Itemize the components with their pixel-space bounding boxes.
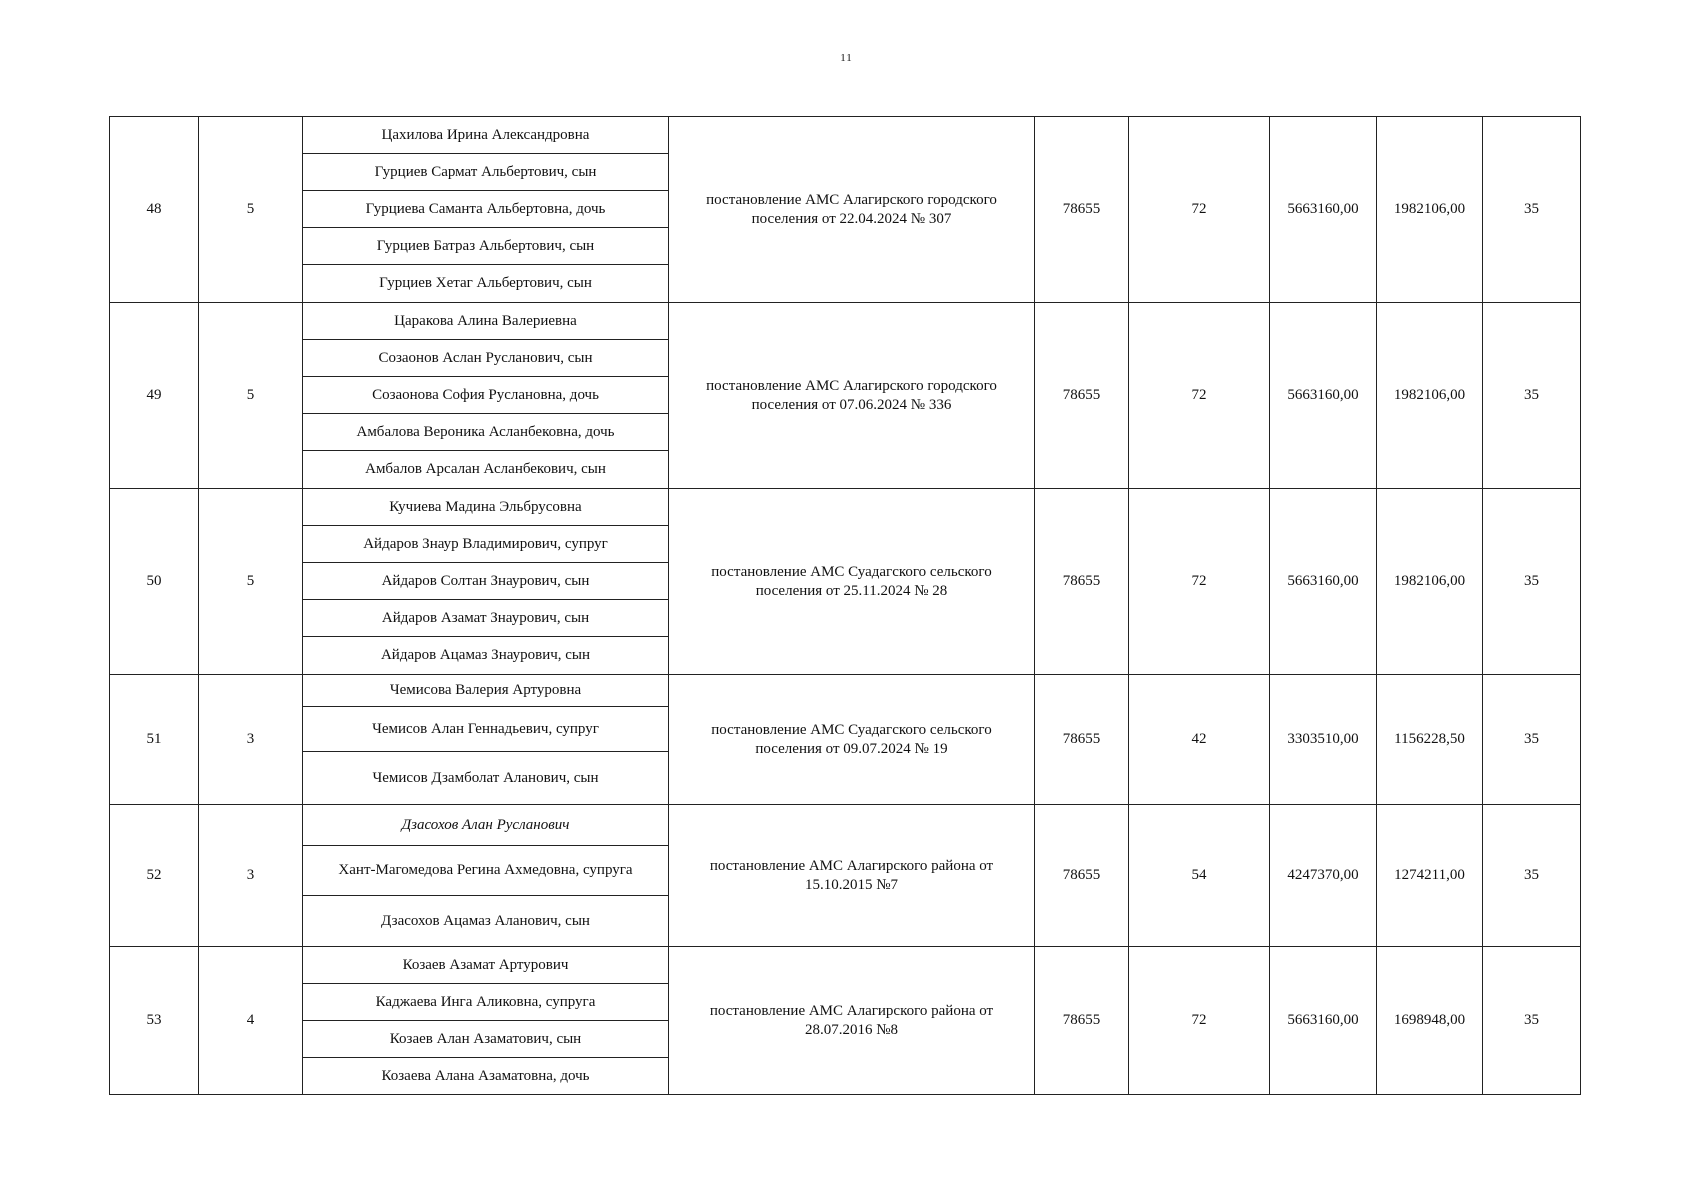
table-row bbox=[110, 805, 1581, 846]
subsidy-percent-cell: 35 bbox=[1483, 303, 1581, 489]
member-name-cell: Кучиева Мадина Эльбрусовна bbox=[303, 489, 669, 526]
beneficiaries-table-wrapper bbox=[109, 116, 1580, 1095]
member-name-cell: Гурциев Хетаг Альбертович, сын bbox=[303, 265, 669, 303]
price-per-sqm-cell: 78655 bbox=[1035, 947, 1129, 1095]
table-row bbox=[110, 489, 1581, 526]
record-number-cell: 50 bbox=[110, 489, 199, 675]
member-name-cell: Айдаров Азамат Знаурович, сын bbox=[303, 600, 669, 637]
total-cost-cell: 4247370,00 bbox=[1270, 805, 1377, 947]
member-name-cell: Айдаров Солтан Знаурович, сын bbox=[303, 563, 669, 600]
member-name-cell: Чемисова Валерия Артуровна bbox=[303, 675, 669, 707]
area-norm-cell: 72 bbox=[1129, 947, 1270, 1095]
table-body bbox=[110, 117, 1581, 1095]
member-name-cell: Царакова Алина Валериевна bbox=[303, 303, 669, 340]
area-norm-cell: 72 bbox=[1129, 489, 1270, 675]
record-number-cell: 53 bbox=[110, 947, 199, 1095]
area-norm-cell: 54 bbox=[1129, 805, 1270, 947]
subsidy-amount-cell: 1274211,00 bbox=[1377, 805, 1483, 947]
decree-cell: постановление АМС Алагирского городского поселения от 22.04.2024 № 307 bbox=[669, 117, 1035, 303]
member-name-cell: Цахилова Ирина Александровна bbox=[303, 117, 669, 154]
total-cost-cell: 5663160,00 bbox=[1270, 303, 1377, 489]
member-name-cell: Амбалов Арсалан Асланбекович, сын bbox=[303, 451, 669, 489]
total-cost-cell: 5663160,00 bbox=[1270, 117, 1377, 303]
member-name-cell: Каджаева Инга Аликовна, супруга bbox=[303, 984, 669, 1021]
member-name-cell: Козаева Алана Азаматовна, дочь bbox=[303, 1058, 669, 1095]
member-name-cell: Чемисов Алан Геннадьевич, супруг bbox=[303, 707, 669, 752]
family-size-cell: 3 bbox=[199, 675, 303, 805]
member-name-cell: Хант-Магомедова Регина Ахмедовна, супруга bbox=[303, 846, 669, 896]
subsidy-amount-cell: 1982106,00 bbox=[1377, 117, 1483, 303]
subsidy-percent-cell: 35 bbox=[1483, 117, 1581, 303]
table-row bbox=[110, 947, 1581, 984]
area-norm-cell: 42 bbox=[1129, 675, 1270, 805]
family-size-cell: 5 bbox=[199, 489, 303, 675]
table-row bbox=[110, 303, 1581, 340]
member-name-cell: Созаонова София Руслановна, дочь bbox=[303, 377, 669, 414]
total-cost-cell: 5663160,00 bbox=[1270, 947, 1377, 1095]
price-per-sqm-cell: 78655 bbox=[1035, 805, 1129, 947]
decree-cell: постановление АМС Алагирского района от 15.10.2015 №7 bbox=[669, 805, 1035, 947]
member-name-cell: Гурциев Сармат Альбертович, сын bbox=[303, 154, 669, 191]
subsidy-amount-cell: 1156228,50 bbox=[1377, 675, 1483, 805]
member-name-cell: Дзасохов Алан Русланович bbox=[303, 805, 669, 846]
beneficiaries-table bbox=[109, 116, 1581, 1095]
subsidy-percent-cell: 35 bbox=[1483, 805, 1581, 947]
total-cost-cell: 5663160,00 bbox=[1270, 489, 1377, 675]
area-norm-cell: 72 bbox=[1129, 117, 1270, 303]
subsidy-amount-cell: 1698948,00 bbox=[1377, 947, 1483, 1095]
price-per-sqm-cell: 78655 bbox=[1035, 489, 1129, 675]
family-size-cell: 5 bbox=[199, 117, 303, 303]
subsidy-percent-cell: 35 bbox=[1483, 947, 1581, 1095]
member-name-cell: Амбалова Вероника Асланбековна, дочь bbox=[303, 414, 669, 451]
member-name-cell: Козаев Алан Азаматович, сын bbox=[303, 1021, 669, 1058]
table-row bbox=[110, 675, 1581, 707]
price-per-sqm-cell: 78655 bbox=[1035, 675, 1129, 805]
family-size-cell: 3 bbox=[199, 805, 303, 947]
decree-cell: постановление АМС Алагирского городского поселения от 07.06.2024 № 336 bbox=[669, 303, 1035, 489]
decree-cell: постановление АМС Суадагского сельского поселения от 25.11.2024 № 28 bbox=[669, 489, 1035, 675]
subsidy-percent-cell: 35 bbox=[1483, 489, 1581, 675]
member-name-cell: Козаев Азамат Артурович bbox=[303, 947, 669, 984]
record-number-cell: 51 bbox=[110, 675, 199, 805]
member-name-cell: Гурциев Батраз Альбертович, сын bbox=[303, 228, 669, 265]
record-number-cell: 52 bbox=[110, 805, 199, 947]
member-name-cell: Гурциева Саманта Альбертовна, дочь bbox=[303, 191, 669, 228]
total-cost-cell: 3303510,00 bbox=[1270, 675, 1377, 805]
member-name-cell: Дзасохов Ацамаз Аланович, сын bbox=[303, 896, 669, 947]
family-size-cell: 5 bbox=[199, 303, 303, 489]
record-number-cell: 48 bbox=[110, 117, 199, 303]
decree-cell: постановление АМС Алагирского района от 28.07.2016 №8 bbox=[669, 947, 1035, 1095]
subsidy-percent-cell: 35 bbox=[1483, 675, 1581, 805]
area-norm-cell: 72 bbox=[1129, 303, 1270, 489]
decree-cell: постановление АМС Суадагского сельского поселения от 09.07.2024 № 19 bbox=[669, 675, 1035, 805]
member-name-cell: Айдаров Знаур Владимирович, супруг bbox=[303, 526, 669, 563]
family-size-cell: 4 bbox=[199, 947, 303, 1095]
table-row bbox=[110, 117, 1581, 154]
record-number-cell: 49 bbox=[110, 303, 199, 489]
subsidy-amount-cell: 1982106,00 bbox=[1377, 303, 1483, 489]
price-per-sqm-cell: 78655 bbox=[1035, 117, 1129, 303]
price-per-sqm-cell: 78655 bbox=[1035, 303, 1129, 489]
member-name-cell: Чемисов Дзамболат Аланович, сын bbox=[303, 752, 669, 805]
member-name-cell: Айдаров Ацамаз Знаурович, сын bbox=[303, 637, 669, 675]
member-name-cell: Созаонов Аслан Русланович, сын bbox=[303, 340, 669, 377]
subsidy-amount-cell: 1982106,00 bbox=[1377, 489, 1483, 675]
page-number: 11 bbox=[840, 52, 853, 64]
